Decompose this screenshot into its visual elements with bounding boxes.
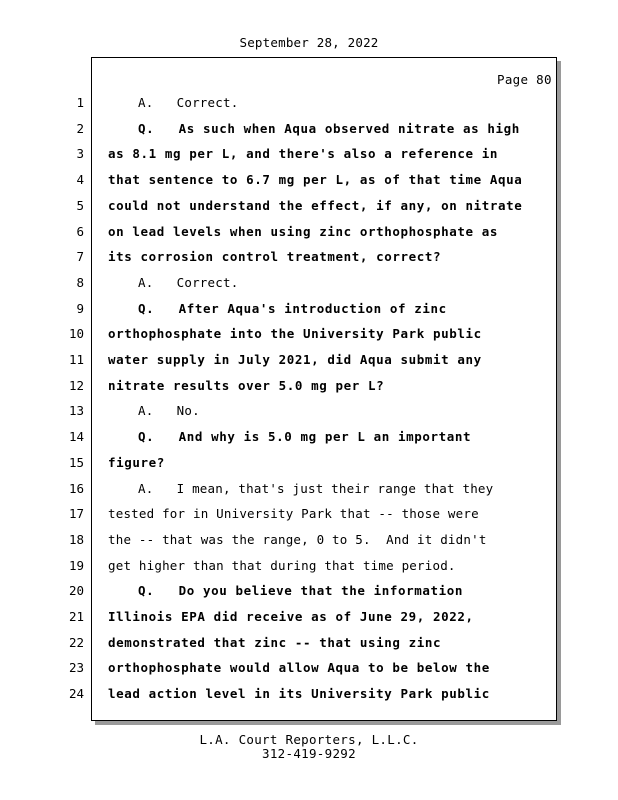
line-number: 7 [76, 249, 84, 265]
transcript-line: Q. Do you believe that the information [138, 583, 464, 599]
transcript-line: demonstrated that zinc -- that using zinc [108, 634, 442, 650]
line-number: 17 [68, 506, 84, 522]
line-number: 5 [76, 197, 84, 213]
line-number: 1 [76, 95, 84, 110]
line-number: 14 [68, 429, 84, 445]
transcript-line: orthophosphate would allow Aqua to be below the [108, 660, 490, 676]
transcript-line: as 8.1 mg per L, and there's also a reference in [108, 146, 499, 162]
header-date: September 28, 2022 [239, 35, 379, 50]
line-number: 18 [68, 531, 84, 547]
line-number: 24 [68, 686, 84, 702]
line-number: 12 [68, 377, 84, 393]
transcript-line: water supply in July 2021, did Aqua submit any [108, 352, 482, 367]
transcript-line: Q. After Aqua's introduction of zinc [138, 300, 447, 316]
line-number: 16 [68, 480, 84, 496]
transcript-line: its corrosion control treatment, correct? [108, 249, 442, 265]
transcript-line: A. Correct. [138, 274, 239, 290]
line-number: 11 [68, 352, 84, 367]
transcript-line: orthophosphate into the University Park public [108, 326, 482, 342]
transcript-line: figure? [108, 454, 165, 470]
line-number: 6 [76, 223, 84, 239]
footer-phone: 312-419-9292 [262, 746, 356, 761]
line-number: 19 [68, 557, 84, 573]
line-number: 22 [68, 634, 84, 650]
transcript-line: A. No. [138, 403, 200, 419]
line-number: 13 [68, 403, 84, 419]
transcript-line: Q. And why is 5.0 mg per L an important [138, 429, 472, 445]
line-number: 9 [76, 300, 84, 316]
line-number: 10 [68, 326, 84, 342]
transcript-line: Q. As such when Aqua observed nitrate as high [138, 120, 520, 136]
line-number: 20 [68, 583, 84, 599]
transcript-line: the -- that was the range, 0 to 5. And it didn't [108, 531, 487, 547]
transcript-line: Illinois EPA did receive as of June 29, 2022, [108, 609, 474, 624]
transcript-line: could not understand the effect, if any, on nitrate [108, 197, 523, 213]
line-number: 8 [76, 274, 84, 290]
transcript-line: A. Correct. [138, 95, 239, 110]
line-number: 23 [68, 660, 84, 676]
page-number: Page 80 [497, 72, 552, 87]
transcript-line: tested for in University Park that -- those were [108, 506, 479, 522]
line-number: 21 [68, 609, 84, 624]
footer-company: L.A. Court Reporters, L.L.C. [199, 732, 419, 747]
line-number: 3 [76, 146, 84, 162]
transcript-line: on lead levels when using zinc orthophosphate as [108, 223, 499, 239]
transcript-line: lead action level in its University Park public [108, 686, 490, 702]
transcript-line: get higher than that during that time period. [108, 557, 456, 573]
transcript-line: that sentence to 6.7 mg per L, as of that time Aqua [108, 172, 523, 188]
line-number: 4 [76, 172, 84, 188]
transcript-line: nitrate results over 5.0 mg per L? [108, 377, 385, 393]
line-number: 15 [68, 454, 84, 470]
transcript-line: A. I mean, that's just their range that they [138, 480, 494, 496]
line-number: 2 [76, 120, 84, 136]
